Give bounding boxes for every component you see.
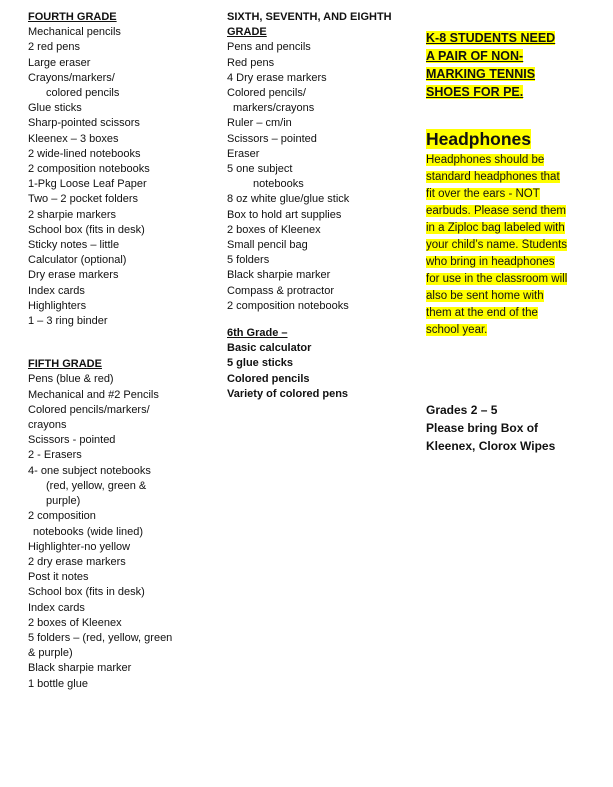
list-item: Index cards [28,601,85,614]
grades-line: Grades 2 – 5 [426,403,498,417]
list-item: Red pens [227,56,275,69]
list-item: Post it notes [28,571,89,584]
list-item: 5 folders [227,254,270,267]
list-item: Kleenex – 3 boxes [28,132,119,145]
fourth-grade-list [28,25,218,329]
list-item: Pens and pencils [227,41,311,54]
list-item: Scissors - pointed [28,434,116,447]
list-item: Black sharpie marker [227,269,331,282]
list-item: School box (fits in desk) [28,223,145,236]
list-item: Highlighters [28,299,87,312]
list-item: colored pencils [46,87,120,100]
notice-line: A PAIR OF NON- [426,49,524,63]
list-item: Small pencil bag [227,239,308,252]
list-item: Mechanical and #2 Pencils [28,388,159,401]
headphones-text [426,152,591,339]
middle-grades-heading-line1: SIXTH, SEVENTH, AND EIGHTH [227,11,392,23]
middle-grades-heading-line2: GRADE [227,26,267,39]
headphones-line: also be sent home with [426,290,544,302]
fifth-grade-heading: FIFTH GRADE [28,358,102,371]
list-item: Ruler – cm/in [227,117,292,130]
list-item: Compass & protractor [227,284,334,297]
list-item: Sharp-pointed scissors [28,117,140,130]
list-item: crayons [28,419,67,432]
middle-column [227,10,417,402]
list-item: 4 Dry erase markers [227,71,327,84]
list-item: 2 composition notebooks [227,299,349,312]
list-item: Index cards [28,284,85,297]
headphones-line: fit over the ears - NOT [426,188,540,200]
notice-line: K-8 STUDENTS NEED [426,31,556,45]
notice-line: SHOES FOR PE. [426,85,524,99]
list-item: Scissors – pointed [227,132,317,145]
right-column [426,10,591,455]
list-item: (red, yellow, green & [46,479,147,492]
sixth-grade-heading: 6th Grade – [227,327,288,340]
list-item: 4- one subject notebooks [28,464,151,477]
list-item: Eraser [227,147,260,160]
headphones-line: earbuds. Please send them [426,205,567,217]
grades-2-5-note [426,401,591,455]
list-item: Calculator (optional) [28,254,127,267]
notice-line: MARKING TENNIS [426,67,536,81]
headphones-line: them at the end of the [426,307,538,319]
list-item: notebooks [253,178,304,191]
grades-line: Kleenex, Clorox Wipes [426,439,556,453]
fifth-grade-list [28,372,218,691]
list-item: 2 composition [28,510,96,523]
list-item: Basic calculator [227,342,312,355]
list-item: 5 glue sticks [227,357,294,370]
middle-grades-list [227,40,417,314]
list-item: 2 boxes of Kleenex [227,223,321,236]
list-item: Glue sticks [28,102,82,115]
list-item: purple) [46,495,81,508]
headphones-line: in a Ziploc bag labeled with [426,222,565,234]
list-item: 1 bottle glue [28,677,88,690]
list-item: 1 – 3 ring binder [28,315,108,328]
list-item: 2 wide-lined notebooks [28,147,141,160]
list-item: School box (fits in desk) [28,586,145,599]
list-item: Two – 2 pocket folders [28,193,139,206]
list-item: & purple) [28,647,73,660]
list-item: Highlighter-no yellow [28,540,131,553]
list-item: 2 dry erase markers [28,555,126,568]
list-item: 2 composition notebooks [28,163,150,176]
list-item: Crayons/markers/ [28,71,115,84]
left-column [28,10,218,692]
list-item: Variety of colored pens [227,387,349,400]
list-item: Mechanical pencils [28,26,121,39]
grades-line: Please bring Box of [426,421,539,435]
headphones-line: standard headphones that [426,171,560,183]
headphones-line: Headphones should be [426,154,545,166]
fourth-grade-heading: FOURTH GRADE [28,11,117,23]
list-item: markers/crayons [233,102,315,115]
headphones-line: who bring in headphones [426,256,555,268]
list-item: 2 red pens [28,41,80,54]
list-item: Dry erase markers [28,269,119,282]
list-item: 1-Pkg Loose Leaf Paper [28,178,147,191]
list-item: Colored pencils/markers/ [28,403,150,416]
list-item: 5 folders – (red, yellow, green [28,631,173,644]
list-item: 2 - Erasers [28,449,82,462]
list-item: 2 boxes of Kleenex [28,616,122,629]
list-item: 2 sharpie markers [28,208,117,221]
list-item: Colored pencils [227,372,310,385]
list-item: Black sharpie marker [28,662,132,675]
list-item: 5 one subject [227,163,293,176]
list-item: Pens (blue & red) [28,373,114,386]
sixth-grade-list [227,341,417,402]
list-item: Colored pencils/ [227,87,306,100]
list-item: Sticky notes – little [28,239,120,252]
headphones-line: for use in the classroom will [426,273,568,285]
list-item: Large eraser [28,56,91,69]
headphones-line: your child’s name. Students [426,239,568,251]
tennis-shoes-notice [426,29,591,101]
list-item: notebooks (wide lined) [33,525,144,538]
headphones-line: school year. [426,324,488,336]
list-item: 8 oz white glue/glue stick [227,193,350,206]
list-item: Box to hold art supplies [227,208,342,221]
headphones-heading: Headphones [426,129,532,149]
